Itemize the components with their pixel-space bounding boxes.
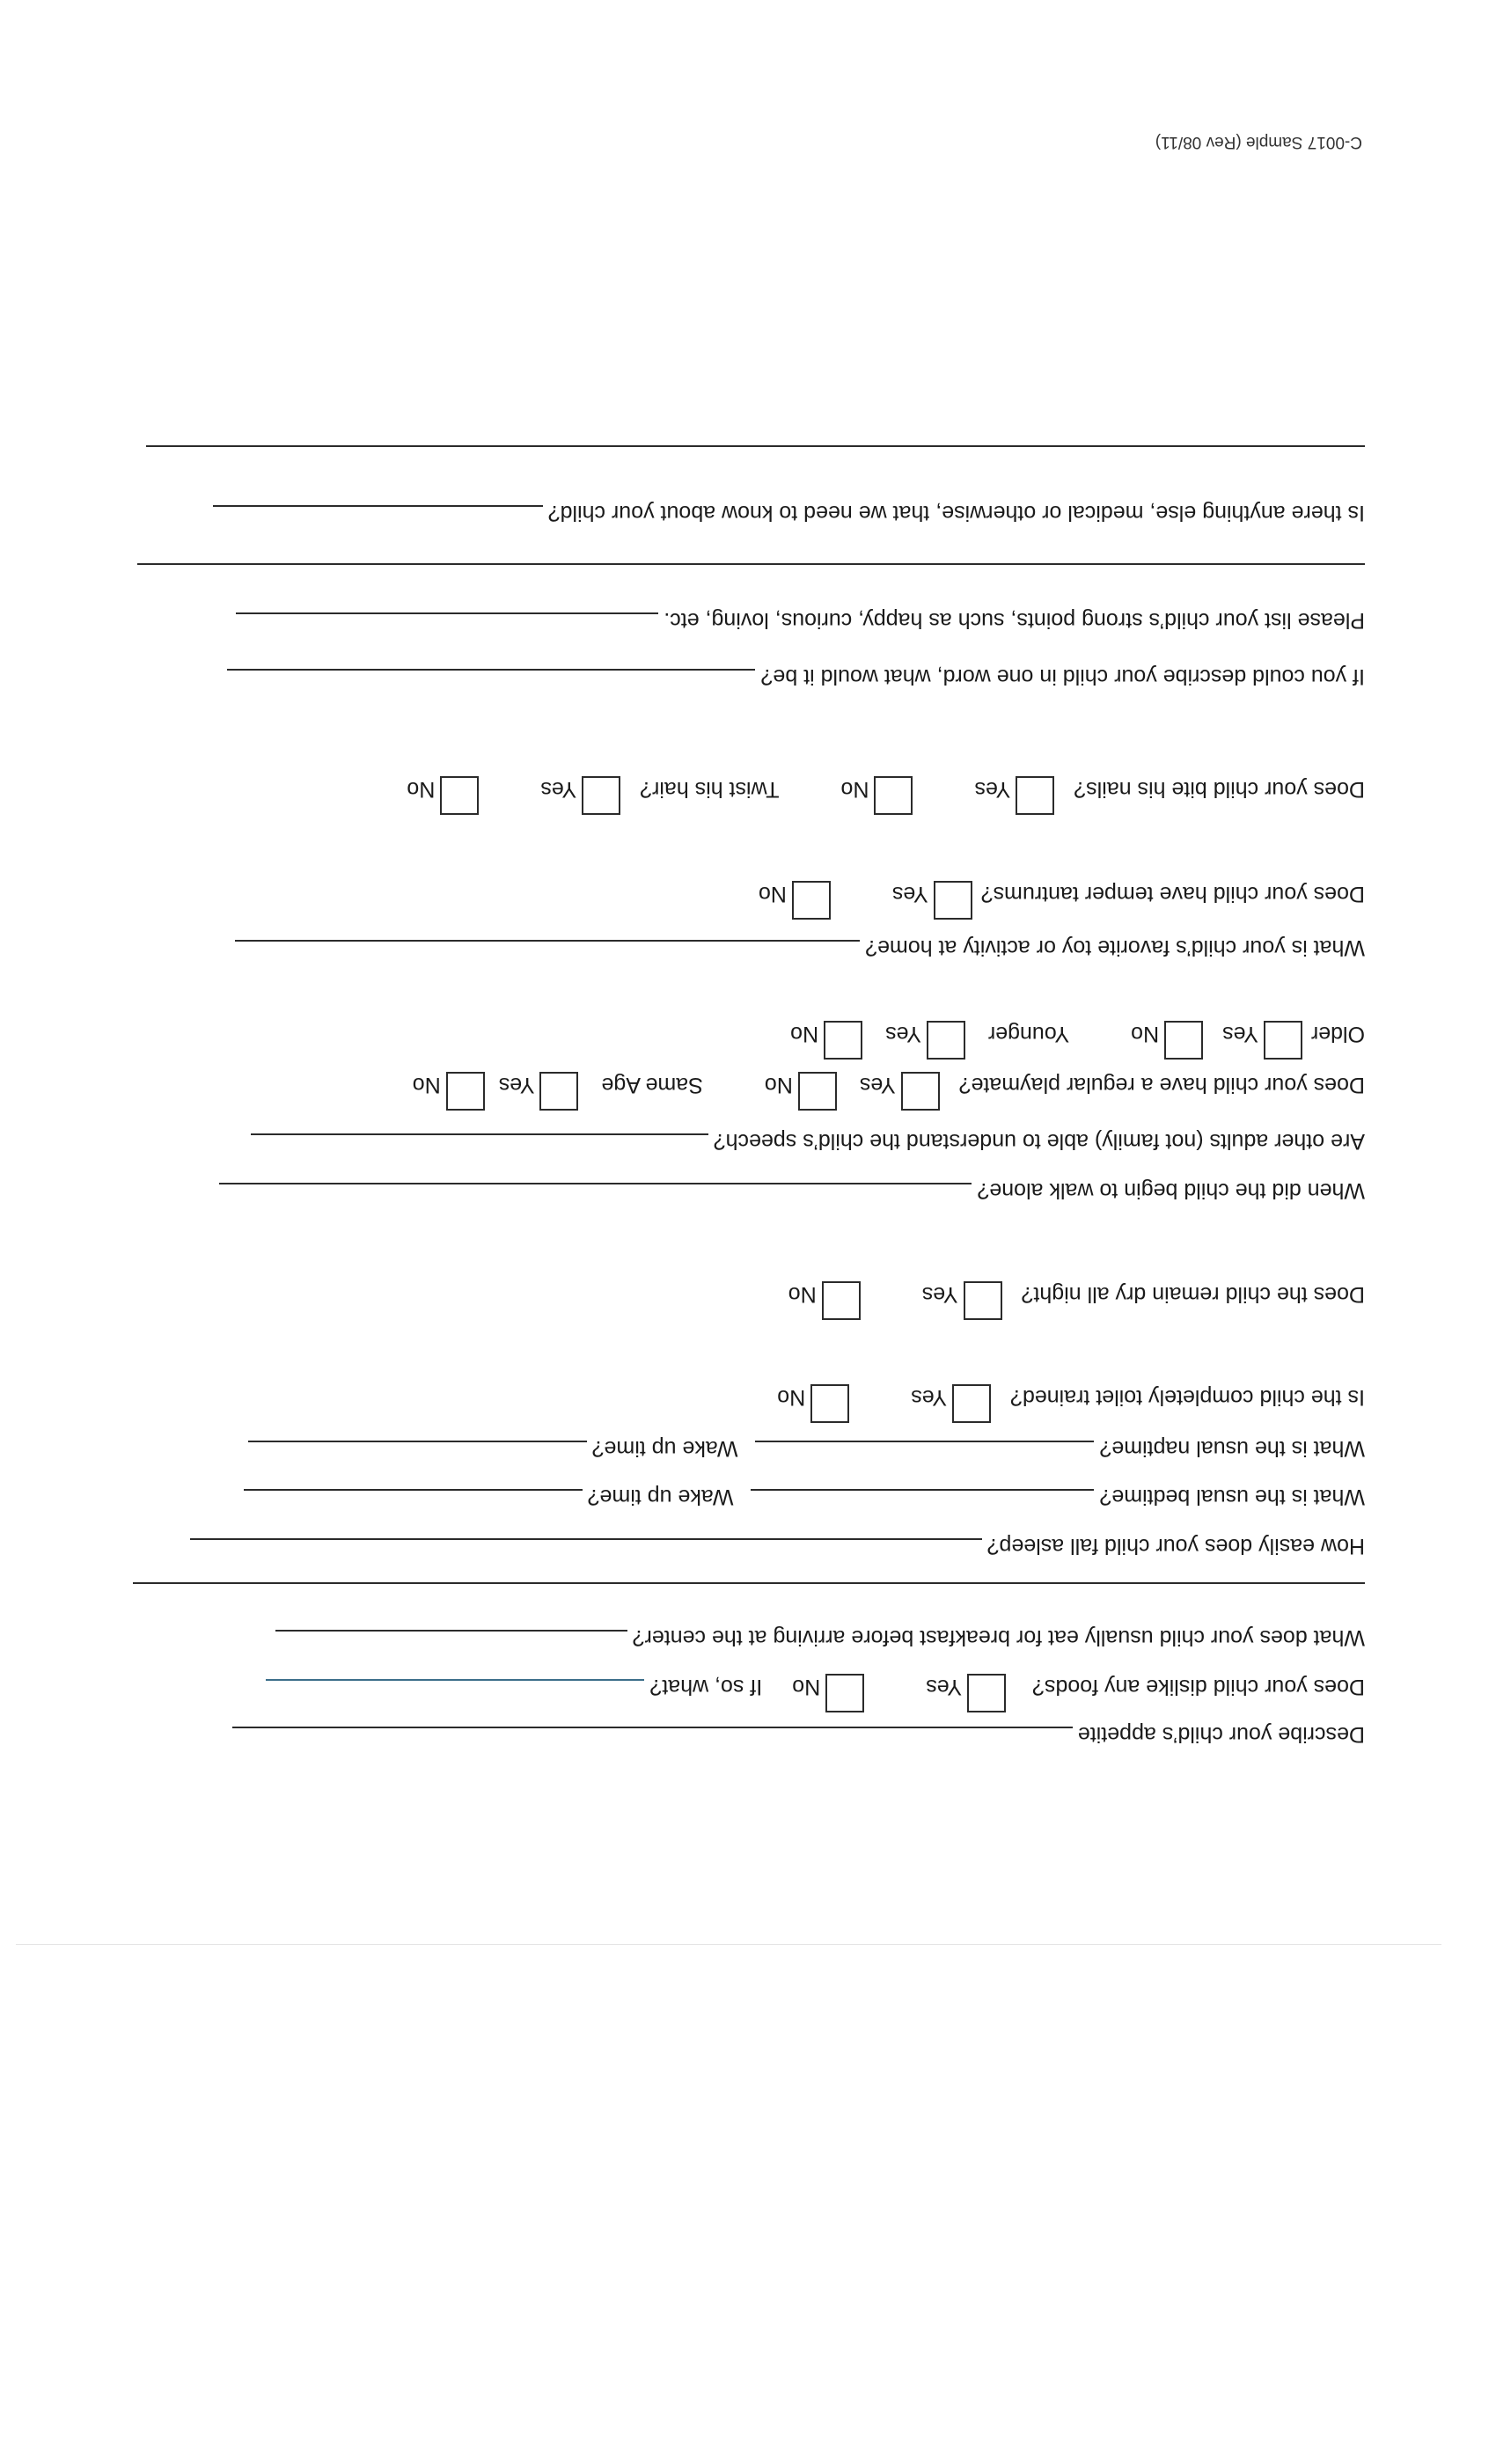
nails-hair-row [398, 776, 1365, 818]
dry-night-row [780, 1281, 1365, 1324]
hair-question: Twist his hair? [640, 777, 780, 802]
anything-else-row [213, 500, 1365, 542]
hair-no-checkbox[interactable] [440, 776, 479, 815]
playmate-row [404, 1072, 1365, 1114]
naptime-question: What is the usual naptime? [1099, 1436, 1365, 1461]
bedtime-wake-answer-line[interactable] [244, 1489, 583, 1491]
tantrums-no-checkbox[interactable] [792, 881, 831, 920]
nails-yes-label: Yes [974, 777, 1011, 802]
breakfast-continuation-line[interactable] [133, 1582, 1365, 1584]
dislike-foods-question: Does your child dislike any foods? [1032, 1675, 1365, 1699]
toilet-trained-row [768, 1384, 1365, 1426]
anything-else-continuation-row [146, 440, 1365, 482]
bedtime-row [244, 1484, 1365, 1526]
playmate-yes-label: Yes [859, 1073, 896, 1097]
one-word-answer-line[interactable] [228, 669, 756, 671]
playmate-older-yes-label: Yes [1222, 1022, 1258, 1046]
fall-asleep-row [190, 1533, 1365, 1575]
playmate-same-age-yes-checkbox[interactable] [540, 1072, 579, 1111]
playmate-no-label: No [764, 1073, 793, 1097]
form-code-footer: C-0017 Sample (Rev 08/11) [1155, 133, 1362, 151]
naptime-wake-answer-line[interactable] [248, 1441, 587, 1442]
tantrums-no-label: No [758, 882, 787, 906]
dry-night-question: Does the child remain dry all night? [1021, 1282, 1365, 1307]
breakfast-row [275, 1624, 1365, 1667]
bedtime-answer-line[interactable] [751, 1489, 1094, 1491]
speech-row [251, 1128, 1365, 1170]
hair-no-label: No [407, 777, 436, 802]
playmate-younger-no-label: No [790, 1022, 819, 1046]
toilet-trained-question: Is the child completely toilet trained? [1010, 1385, 1365, 1410]
playmate-same-age-no-checkbox[interactable] [446, 1072, 485, 1111]
nails-yes-checkbox[interactable] [1016, 776, 1054, 815]
hair-yes-checkbox[interactable] [582, 776, 620, 815]
playmate-younger-yes-label: Yes [885, 1022, 921, 1046]
dislike-foods-yes-label: Yes [926, 1675, 963, 1699]
playmate-age-row [781, 1021, 1365, 1063]
walk-alone-row [219, 1177, 1365, 1220]
dislike-foods-no-checkbox[interactable] [825, 1674, 864, 1712]
toilet-trained-no-checkbox[interactable] [810, 1384, 849, 1423]
playmate-younger-yes-checkbox[interactable] [927, 1021, 965, 1060]
breakfast-question: What does your child usually eat for breakfast before arriving at the center? [632, 1625, 1365, 1650]
breakfast-continuation-row [133, 1577, 1365, 1619]
playmate-older-no-label: No [1131, 1022, 1160, 1046]
dislike-foods-yes-checkbox[interactable] [967, 1674, 1006, 1712]
tantrums-yes-label: Yes [891, 882, 928, 906]
strong-points-continuation-row [137, 558, 1365, 600]
dislike-foods-answer-line[interactable] [266, 1679, 644, 1681]
dislike-foods-row [266, 1674, 1365, 1716]
playmate-older-label: Older [1310, 1022, 1365, 1046]
naptime-row [248, 1435, 1365, 1478]
strong-points-question: Please list your child’s strong points, such as happy, curious, loving, etc. [664, 608, 1365, 633]
fall-asleep-question: How easily does your child fall asleep? [986, 1534, 1365, 1558]
dislike-foods-followup: If so, what? [649, 1675, 763, 1699]
dry-night-no-checkbox[interactable] [822, 1281, 861, 1320]
nails-question: Does your child bite his nails? [1074, 777, 1365, 802]
nails-no-label: No [840, 777, 869, 802]
speech-question: Are other adults (not family) able to understand the child’s speech? [713, 1129, 1365, 1154]
playmate-question: Does your child have a regular playmate? [958, 1073, 1365, 1097]
walk-alone-answer-line[interactable] [219, 1183, 972, 1184]
nails-no-checkbox[interactable] [874, 776, 913, 815]
tantrums-yes-checkbox[interactable] [934, 881, 972, 920]
dry-night-yes-label: Yes [921, 1282, 958, 1307]
playmate-same-age-no-label: No [412, 1073, 441, 1097]
strong-points-row [236, 607, 1365, 649]
toilet-trained-yes-label: Yes [911, 1385, 947, 1410]
tantrums-question: Does your child have temper tantrums? [980, 882, 1365, 906]
anything-else-question: Is there anything else, medical or otherwise, that we need to know about your child? [547, 501, 1365, 525]
hair-yes-label: Yes [540, 777, 577, 802]
favorite-toy-question: What is your child’s favorite toy or activity at home? [865, 935, 1365, 960]
fall-asleep-answer-line[interactable] [190, 1538, 982, 1540]
playmate-younger-no-checkbox[interactable] [824, 1021, 862, 1060]
bedtime-question: What is the usual bedtime? [1099, 1485, 1365, 1509]
strong-points-answer-line[interactable] [236, 612, 658, 614]
dislike-foods-no-label: No [792, 1675, 821, 1699]
toilet-trained-yes-checkbox[interactable] [952, 1384, 991, 1423]
tantrums-row [750, 881, 1365, 923]
dry-night-yes-checkbox[interactable] [964, 1281, 1002, 1320]
playmate-same-age-yes-label: Yes [498, 1073, 535, 1097]
appetite-answer-line[interactable] [232, 1727, 1073, 1728]
playmate-same-age-label: Same Age [601, 1073, 703, 1097]
anything-else-continuation-line[interactable] [146, 445, 1365, 447]
strong-points-continuation-line[interactable] [137, 563, 1365, 565]
playmate-yes-checkbox[interactable] [901, 1072, 940, 1111]
naptime-answer-line[interactable] [755, 1441, 1094, 1442]
naptime-wake-label: Wake up time? [591, 1436, 738, 1461]
anything-else-answer-line[interactable] [213, 505, 543, 507]
scan-edge-mark [16, 1944, 1441, 1945]
favorite-toy-answer-line[interactable] [235, 940, 860, 942]
playmate-younger-label: Younger [987, 1022, 1070, 1046]
playmate-no-checkbox[interactable] [798, 1072, 837, 1111]
speech-answer-line[interactable] [251, 1133, 708, 1135]
one-word-row [228, 664, 1366, 706]
walk-alone-question: When did the child begin to walk alone? [977, 1178, 1365, 1203]
appetite-row [232, 1721, 1365, 1764]
favorite-toy-row [235, 935, 1365, 977]
appetite-question: Describe your child’s appetite [1077, 1722, 1365, 1747]
one-word-question: If you could describe your child in one word, what would it be? [760, 664, 1365, 689]
toilet-trained-no-label: No [777, 1385, 806, 1410]
bedtime-wake-label: Wake up time? [587, 1485, 734, 1509]
breakfast-answer-line[interactable] [275, 1630, 627, 1632]
playmate-older-no-checkbox[interactable] [1164, 1021, 1203, 1060]
playmate-older-yes-checkbox[interactable] [1264, 1021, 1302, 1060]
dry-night-no-label: No [788, 1282, 817, 1307]
